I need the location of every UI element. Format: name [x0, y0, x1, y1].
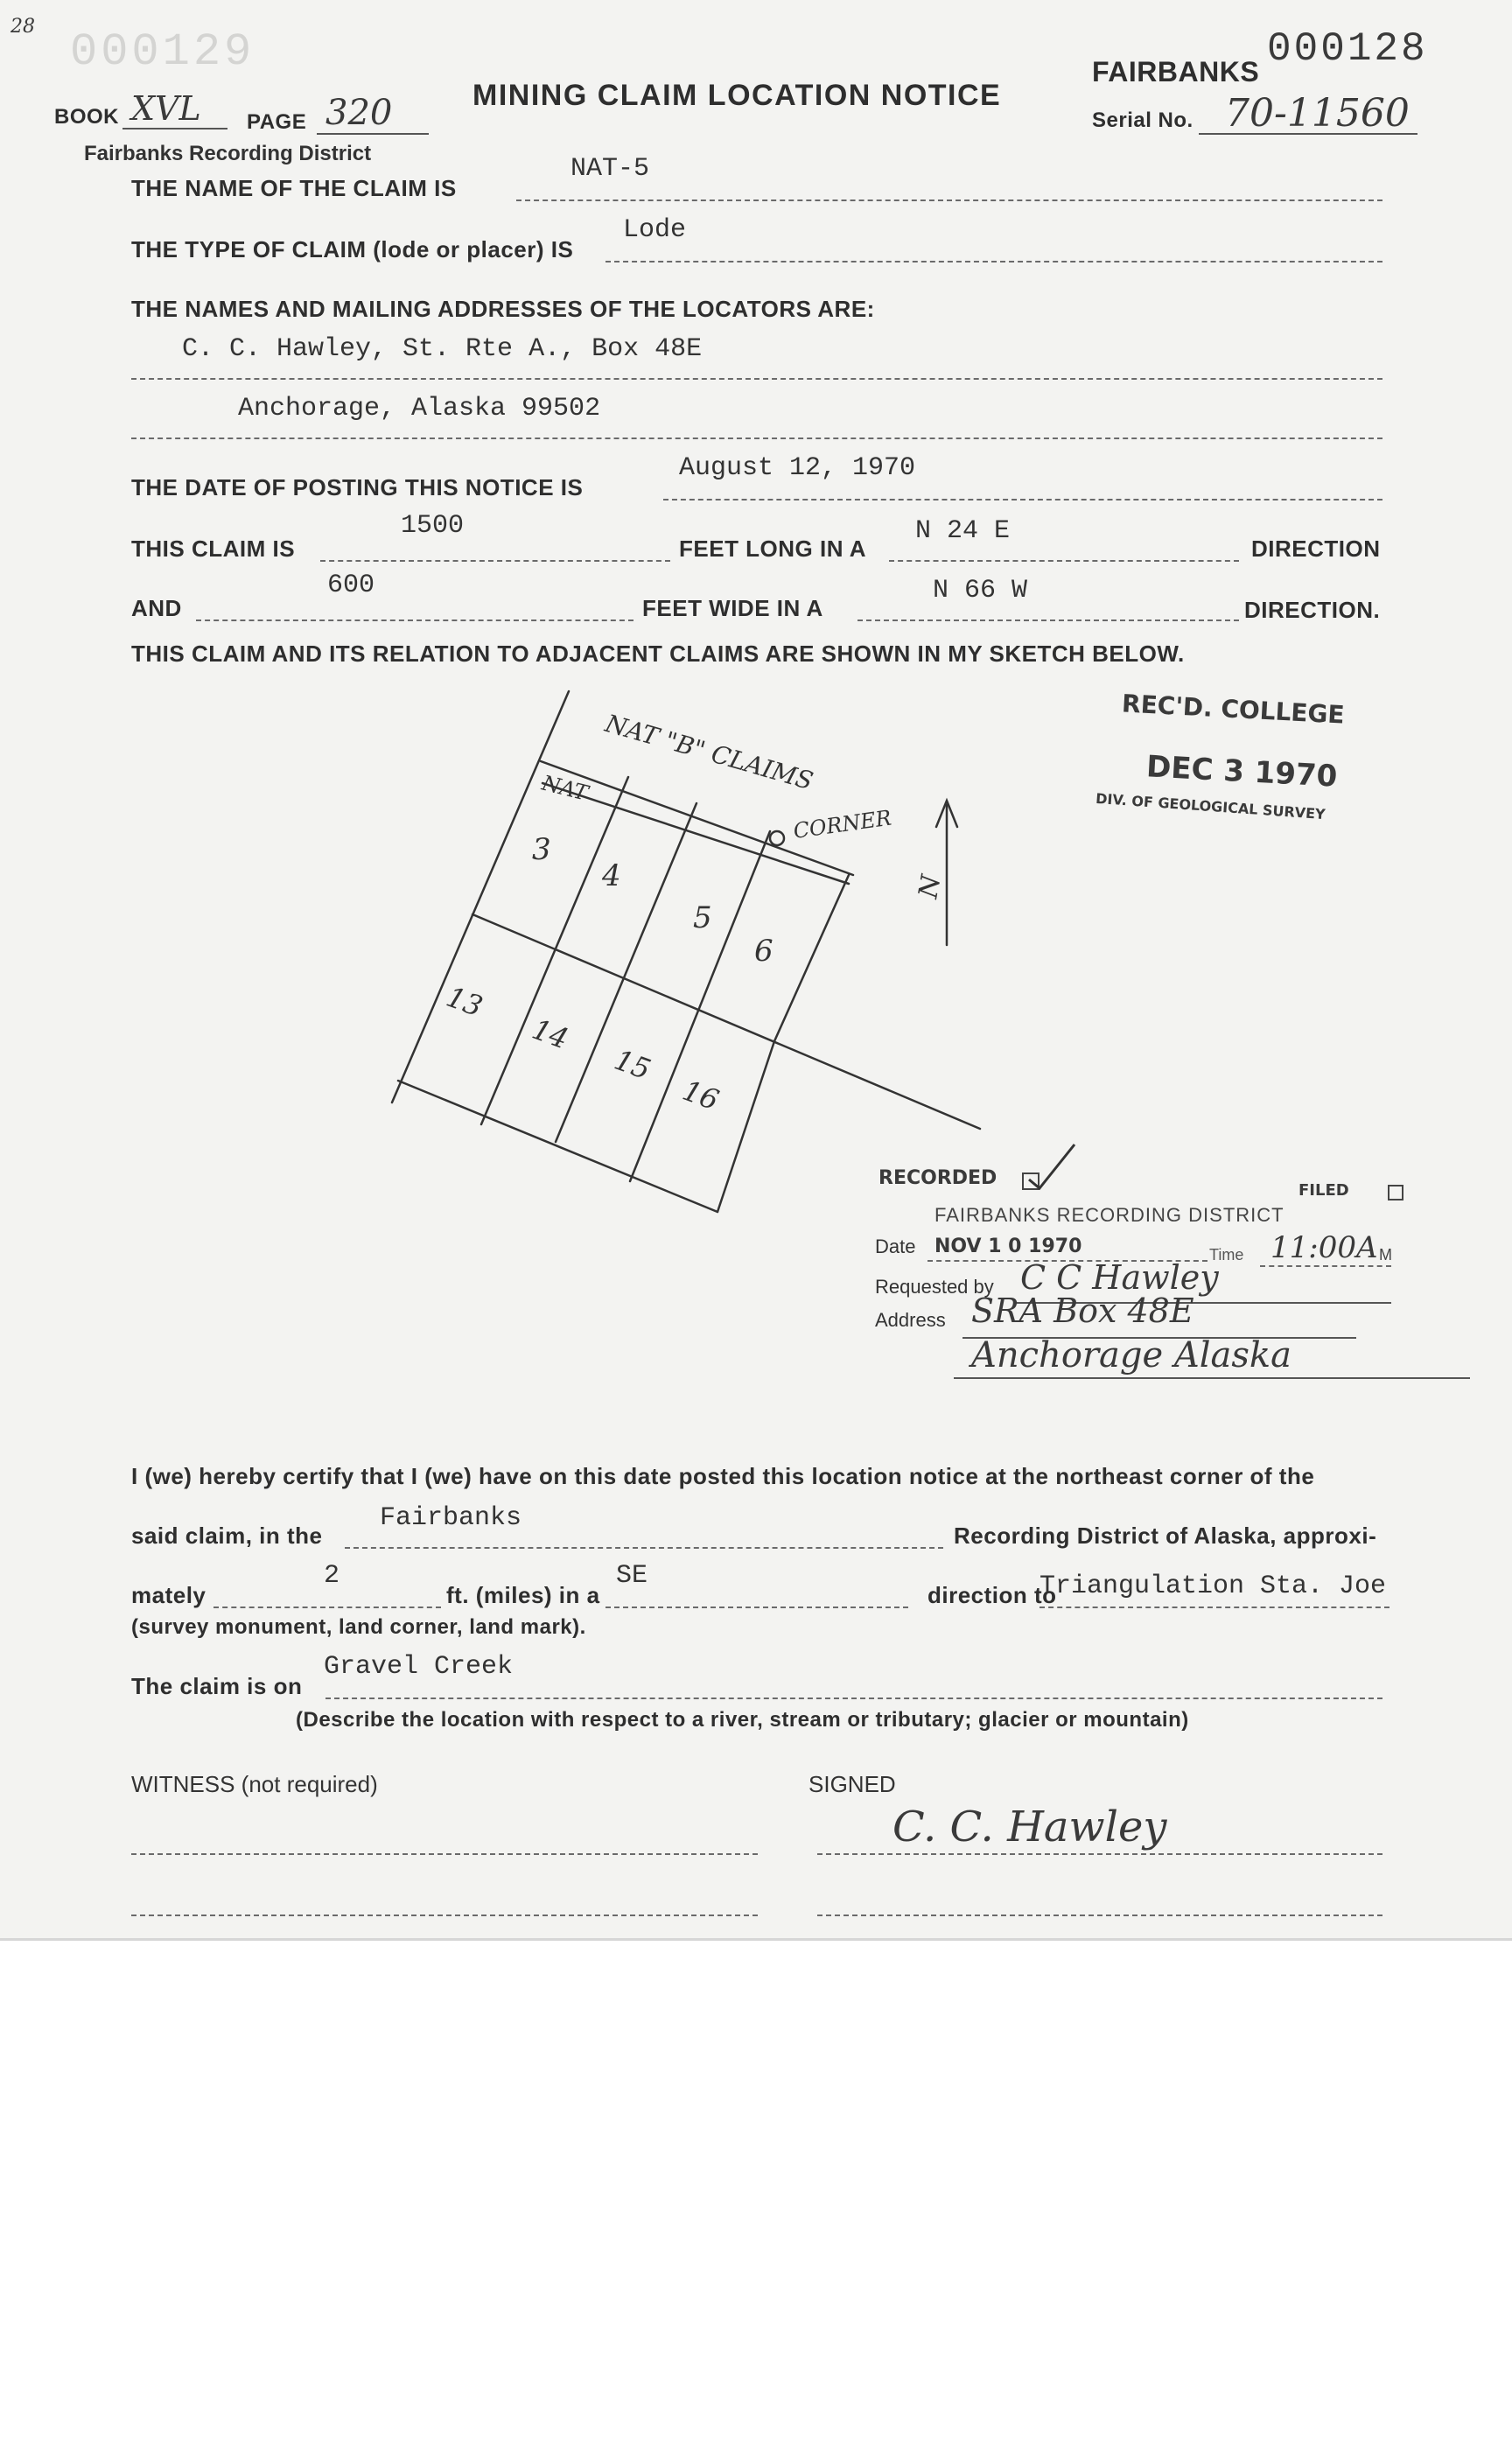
direction-label-2: DIRECTION. [1244, 597, 1381, 623]
stamp-time-label: Time [1209, 1246, 1244, 1264]
sketch-east-line [774, 875, 849, 1041]
claim-number-4: 4 [602, 858, 621, 893]
address-line-1: SRA Box 48E [971, 1292, 1194, 1330]
feet-long-label: FEET LONG IN A [679, 536, 867, 562]
stamp-m-label: M [1379, 1246, 1392, 1264]
distance-value: 2 [324, 1561, 340, 1591]
recd-stamp-line-1: REC'D. COLLEGE [1121, 689, 1346, 730]
requested-by-label: Requested by [875, 1276, 994, 1298]
recd-stamp-line-3: DIV. OF GEOLOGICAL SURVEY [1095, 789, 1326, 823]
wide-direction-value: N 66 W [933, 576, 1028, 606]
requested-by-value: C C Hawley [1020, 1258, 1219, 1297]
certify-district-line [345, 1547, 943, 1549]
claim-name-label: THE NAME OF THE CLAIM IS [131, 175, 457, 201]
witness-line-2 [131, 1914, 758, 1916]
nat-label: NAT [539, 770, 591, 806]
page-line [317, 133, 429, 135]
claim-type-value: Lode [623, 215, 687, 245]
sketch-east-line-2 [718, 1041, 774, 1212]
mately-label: mately [131, 1582, 206, 1608]
document-title: MINING CLAIM LOCATION NOTICE [472, 79, 1002, 112]
district-label: Fairbanks Recording District [84, 142, 372, 165]
serial-label: Serial No. [1092, 108, 1194, 132]
claim-is-on-label: The claim is on [131, 1673, 303, 1699]
landmark-line [1040, 1606, 1390, 1608]
north-label: N [913, 872, 948, 901]
posting-date-label: THE DATE OF POSTING THIS NOTICE IS [131, 474, 584, 500]
book-value: XVL [131, 89, 201, 128]
check-mark-icon [1026, 1141, 1078, 1190]
claim-name-value: NAT-5 [570, 154, 650, 184]
certify-district-value: Fairbanks [380, 1503, 522, 1533]
width-line [196, 620, 634, 621]
claim-number-16: 16 [678, 1073, 724, 1117]
compass-direction-line [606, 1606, 908, 1608]
address-line-2: Anchorage Alaska [971, 1335, 1292, 1376]
locator-rule-2 [131, 438, 1382, 439]
filed-label: FILED [1298, 1181, 1349, 1200]
recorded-label: RECORDED [878, 1167, 998, 1189]
claim-number-13: 13 [442, 979, 487, 1024]
posting-date-value: August 12, 1970 [679, 453, 916, 483]
locator-line-1: C. C. Hawley, St. Rte A., Box 48E [182, 334, 703, 364]
claim-type-line [606, 261, 1382, 262]
witness-label: WITNESS (not required) [131, 1771, 378, 1797]
describe-note: (Describe the location with respect to a river, stream or tributary; glacier or mountain) [296, 1708, 1189, 1732]
compass-direction-value: SE [616, 1561, 648, 1591]
long-direction-value: N 24 E [915, 516, 1011, 546]
stamp-date-label: Date [875, 1236, 916, 1257]
page-value: 320 [326, 93, 393, 133]
posting-date-line [663, 499, 1382, 500]
claim-name-line [516, 200, 1382, 201]
long-direction-line [889, 560, 1239, 562]
claim-location-line [326, 1698, 1382, 1699]
recording-district-text: Recording District of Alaska, approxi- [954, 1522, 1377, 1549]
book-line [122, 128, 228, 130]
serial-value: 70-11560 [1225, 91, 1410, 136]
claim-number-14: 14 [528, 1012, 573, 1056]
signed-line-2 [817, 1914, 1382, 1916]
address-rule-2 [954, 1377, 1470, 1379]
recording-district-label: FAIRBANKS RECORDING DISTRICT [934, 1204, 1284, 1226]
locators-label: THE NAMES AND MAILING ADDRESSES OF THE LOCATORS ARE: [131, 296, 875, 322]
locator-line-2: Anchorage, Alaska 99502 [238, 394, 601, 424]
filed-checkbox [1388, 1185, 1404, 1200]
claim-is-label: THIS CLAIM IS [131, 536, 296, 562]
signed-label: SIGNED [808, 1771, 896, 1797]
address-label: Address [875, 1309, 946, 1331]
locator-rule-1 [131, 378, 1382, 380]
stamp-date-value: NOV 1 0 1970 [934, 1236, 1082, 1257]
ghost-number: 000129 [70, 26, 256, 78]
book-label: BOOK [54, 105, 119, 129]
claim-type-label: THE TYPE OF CLAIM (lode or placer) IS [131, 236, 574, 262]
claim-number-15: 15 [610, 1042, 655, 1087]
sketch-division-3 [630, 831, 770, 1181]
signed-line-1 [817, 1853, 1382, 1855]
unit-label: ft. (miles) in a [446, 1582, 600, 1608]
distance-line [214, 1606, 441, 1608]
claim-number-3: 3 [532, 832, 551, 867]
document-number: 000128 [1267, 26, 1428, 72]
direction-to-label: direction to [928, 1582, 1057, 1608]
stamp-time-line [1260, 1265, 1391, 1267]
feet-wide-label: FEET WIDE IN A [642, 595, 823, 621]
sketch-division-1 [481, 777, 628, 1124]
sketch-caption: THIS CLAIM AND ITS RELATION TO ADJACENT CLAIMS ARE SHOWN IN MY SKETCH BELOW. [131, 640, 1185, 667]
locator-signature: C. C. Hawley [892, 1802, 1167, 1852]
survey-note: (survey monument, land corner, land mark). [131, 1615, 586, 1639]
claim-number-6: 6 [754, 934, 774, 969]
witness-line-1 [131, 1853, 758, 1855]
sketch-division-2 [556, 803, 696, 1142]
landmark-value: Triangulation Sta. Joe [1040, 1572, 1387, 1601]
fairbanks-label: FAIRBANKS [1092, 56, 1260, 88]
length-value: 1500 [401, 511, 465, 541]
claim-number-5: 5 [693, 900, 712, 935]
length-line [320, 560, 670, 562]
wide-direction-line [858, 620, 1239, 621]
page-number: 28 [10, 16, 35, 38]
claim-location-value: Gravel Creek [324, 1652, 514, 1682]
said-claim-label: said claim, in the [131, 1522, 323, 1549]
serial-line [1199, 133, 1418, 135]
certify-statement: I (we) hereby certify that I (we) have on this date posted this location notice at the northeast corner of the [131, 1463, 1315, 1489]
sketch-south-line [398, 1081, 718, 1212]
direction-label: DIRECTION [1251, 536, 1381, 562]
width-value: 600 [327, 570, 375, 600]
recd-stamp-date: DEC 3 1970 [1145, 749, 1339, 794]
nat-b-claims-label: NAT "B" CLAIMS [602, 709, 816, 796]
corner-label: CORNER [791, 805, 893, 844]
paper-edge [0, 1938, 1512, 1941]
page-label: PAGE [247, 110, 307, 134]
stamp-time-value: 11:00A [1270, 1230, 1378, 1265]
corner-marker [770, 831, 784, 845]
and-label: AND [131, 595, 182, 621]
